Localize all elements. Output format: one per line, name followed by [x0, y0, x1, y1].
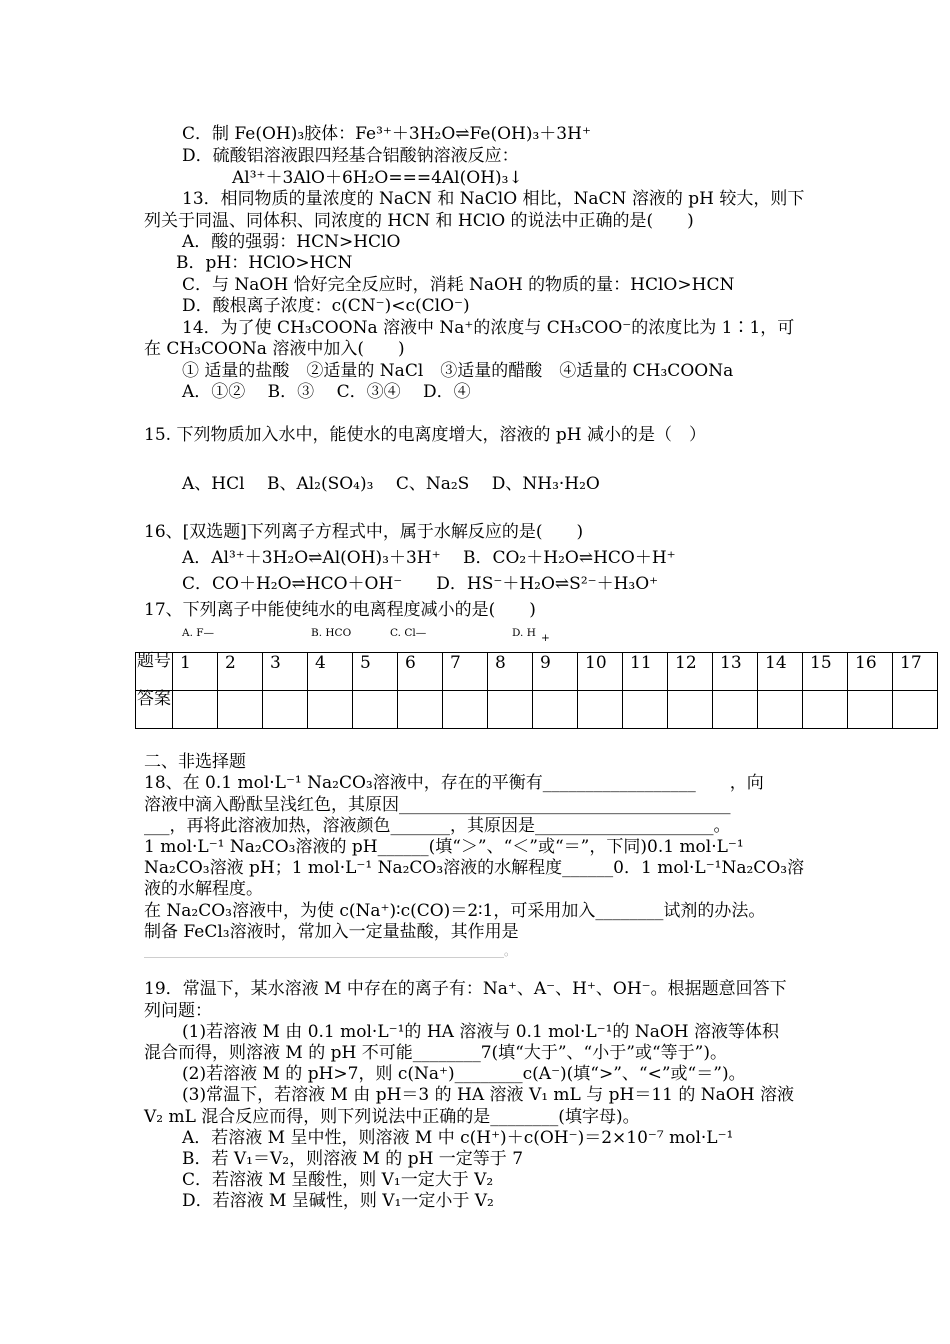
q16-stem: 16、[双选题]下列离子方程式中，属于水解反应的是( )	[144, 522, 584, 542]
answer-cell[interactable]	[398, 691, 443, 729]
q17-stem: 17、下列离子中能使纯水的电离程度减小的是( )	[144, 600, 536, 620]
answer-table-number-16: 16	[848, 653, 893, 691]
q14-stem-line2: 在 CH₃COONa 溶液中加入( )	[144, 339, 405, 359]
q17-option-d-charge: +	[541, 632, 550, 644]
q13-stem-line2: 列关于同温、同体积、同浓度的 HCN 和 HClO 的说法中正确的是( )	[144, 211, 694, 231]
q17-option-c: C. Cl—	[390, 627, 427, 639]
answer-table-number-7: 7	[443, 653, 488, 691]
q19-option-a: A．若溶液 M 呈中性，则溶液 M 中 c(H⁺)＋c(OH⁻)＝2×10⁻⁷ mol·L⁻¹	[182, 1128, 734, 1148]
q17-option-d: D. H	[512, 627, 536, 639]
q18-line1: 18、在 0.1 mol·L⁻¹ Na₂CO₃溶液中，存在的平衡有__________________ ，向	[144, 773, 764, 793]
answer-table-number-6: 6	[398, 653, 443, 691]
answer-cell[interactable]	[443, 691, 488, 729]
q19-stem-line1: 19．常温下，某水溶液 M 中存在的离子有：Na⁺、A⁻、H⁺、OH⁻。根据题意回答下	[144, 979, 787, 999]
q18-line8: 制备 FeCl₃溶液时，常加入一定量盐酸，其作用是	[144, 922, 519, 942]
answer-cell[interactable]	[353, 691, 398, 729]
answer-cell[interactable]	[578, 691, 623, 729]
answer-table-number-10: 10	[578, 653, 623, 691]
q19-stem-line2: 列问题：	[144, 1001, 212, 1021]
q19-part3-line1: (3)常温下，若溶液 M 由 pH＝3 的 HA 溶液 V₁ mL 与 pH＝11 的 NaOH 溶液	[182, 1085, 794, 1105]
q18-line7: 在 Na₂CO₃溶液中，为使 c(Na⁺)∶c(CO)＝2∶1，可采用加入________试剂的办法。	[144, 901, 766, 921]
q18-line4: 1 mol·L⁻¹ Na₂CO₃溶液的 pH______(填“＞”、“＜”或“＝”，下同)0.1 mol·L⁻¹	[144, 837, 744, 857]
answer-table-number-2: 2	[218, 653, 263, 691]
answer-cell[interactable]	[173, 691, 218, 729]
answer-table-number-8: 8	[488, 653, 533, 691]
q19-option-d: D．若溶液 M 呈碱性，则 V₁一定小于 V₂	[182, 1191, 494, 1211]
q13-stem-line1: 13．相同物质的量浓度的 NaCN 和 NaClO 相比，NaCN 溶液的 pH 较大，则下	[182, 189, 805, 209]
answer-table-number-4: 4	[308, 653, 353, 691]
answer-cell[interactable]	[263, 691, 308, 729]
answer-cell[interactable]	[893, 691, 938, 729]
answer-table-header-number: 题号	[136, 653, 173, 691]
q18-line3: ___，再将此溶液加热，溶液颜色_______，其原因是_____________________。	[144, 816, 731, 836]
answer-table-number-1: 1	[173, 653, 218, 691]
answer-table-header-answer: 答案	[136, 691, 173, 729]
q13-option-d: D．酸根离子浓度：c(CN⁻)<c(ClO⁻)	[182, 296, 470, 316]
answer-table-number-17: 17	[893, 653, 938, 691]
q18-line2: 溶液中滴入酚酞呈浅红色，其原因_______________________________________	[144, 795, 731, 815]
q18-line5: Na₂CO₃溶液 pH；1 mol·L⁻¹ Na₂CO₃溶液的水解程度______0．1 mol·L⁻¹Na₂CO₃溶	[144, 858, 805, 878]
answer-table-number-12: 12	[668, 653, 713, 691]
answer-cell[interactable]	[668, 691, 713, 729]
answer-table	[135, 652, 938, 729]
answer-table-number-5: 5	[353, 653, 398, 691]
q13-option-a: A．酸的强弱：HCN>HClO	[182, 232, 401, 252]
answer-table-number-11: 11	[623, 653, 668, 691]
q12-option-d: D．硫酸铝溶液跟四羟基合铝酸钠溶液反应：	[182, 146, 519, 166]
q14-options: A．①② B．③ C．③④ D．④	[182, 382, 471, 402]
answer-table-number-3: 3	[263, 653, 308, 691]
q15-options: A、HCl B、Al₂(SO₄)₃ C、Na₂S D、NH₃·H₂O	[182, 474, 600, 494]
answer-cell[interactable]	[758, 691, 803, 729]
answer-table-number-9: 9	[533, 653, 578, 691]
q19-option-c: C．若溶液 M 呈酸性，则 V₁一定大于 V₂	[182, 1170, 494, 1190]
q18-answer-line: ____________________________________________________________。	[144, 944, 517, 958]
answer-cell[interactable]	[218, 691, 263, 729]
q19-option-b: B．若 V₁＝V₂，则溶液 M 的 pH 一定等于 7	[182, 1149, 524, 1169]
q19-part1-line1: (1)若溶液 M 由 0.1 mol·L⁻¹的 HA 溶液与 0.1 mol·L⁻¹的 NaOH 溶液等体积	[182, 1022, 780, 1042]
answer-table-number-13: 13	[713, 653, 758, 691]
section-heading-non-choice: 二、非选择题	[144, 752, 246, 772]
q12-option-c: C．制 Fe(OH)₃胶体：Fe³⁺＋3H₂O⇌Fe(OH)₃＋3H⁺	[182, 124, 591, 144]
q13-option-b: B．pH：HClO>HCN	[176, 253, 353, 273]
answer-cell[interactable]	[848, 691, 893, 729]
answer-table-number-15: 15	[803, 653, 848, 691]
q15-stem: 15. 下列物质加入水中，能使水的电离度增大，溶液的 pH 减小的是（ ）	[144, 425, 706, 445]
q19-part3-line2: V₂ mL 混合反应而得，则下列说法中正确的是________(填字母)。	[144, 1107, 640, 1127]
answer-cell[interactable]	[308, 691, 353, 729]
answer-cell[interactable]	[803, 691, 848, 729]
q13-option-c: C．与 NaOH 恰好完全反应时，消耗 NaOH 的物质的量：HClO>HCN	[182, 275, 735, 295]
q14-stem-line1: 14．为了使 CH₃COONa 溶液中 Na⁺的浓度与 CH₃COO⁻的浓度比为 1∶1，可	[182, 318, 795, 338]
answer-cell[interactable]	[533, 691, 578, 729]
answer-cell[interactable]	[623, 691, 668, 729]
q17-option-a: A. F—	[182, 627, 215, 639]
q19-part1-line2: 混合而得，则溶液 M 的 pH 不可能________7(填“大于”、“小于”或“等于”)。	[144, 1043, 727, 1063]
q16-options-ab: A．Al³⁺＋3H₂O⇌Al(OH)₃＋3H⁺ B．CO₂＋H₂O⇌HCO＋H⁺	[182, 548, 676, 568]
answer-table-answer-row	[136, 691, 938, 729]
q14-choices: ① 适量的盐酸 ②适量的 NaCl ③适量的醋酸 ④适量的 CH₃COONa	[182, 361, 734, 381]
q18-line6: 液的水解程度。	[144, 879, 263, 899]
answer-table-number-14: 14	[758, 653, 803, 691]
q19-part2: (2)若溶液 M 的 pH>7，则 c(Na⁺)________c(A⁻)(填“>”、“<”或“＝”)。	[182, 1064, 746, 1084]
q12-option-d-equation: Al³⁺＋3AlO＋6H₂O===4Al(OH)₃↓	[232, 168, 523, 188]
q17-option-b: B. HCO	[311, 627, 352, 639]
answer-cell[interactable]	[488, 691, 533, 729]
q16-options-cd: C．CO＋H₂O⇌HCO＋OH⁻ D．HS⁻＋H₂O⇌S²⁻＋H₃O⁺	[182, 574, 659, 594]
answer-table-number-row	[136, 653, 938, 691]
answer-cell[interactable]	[713, 691, 758, 729]
